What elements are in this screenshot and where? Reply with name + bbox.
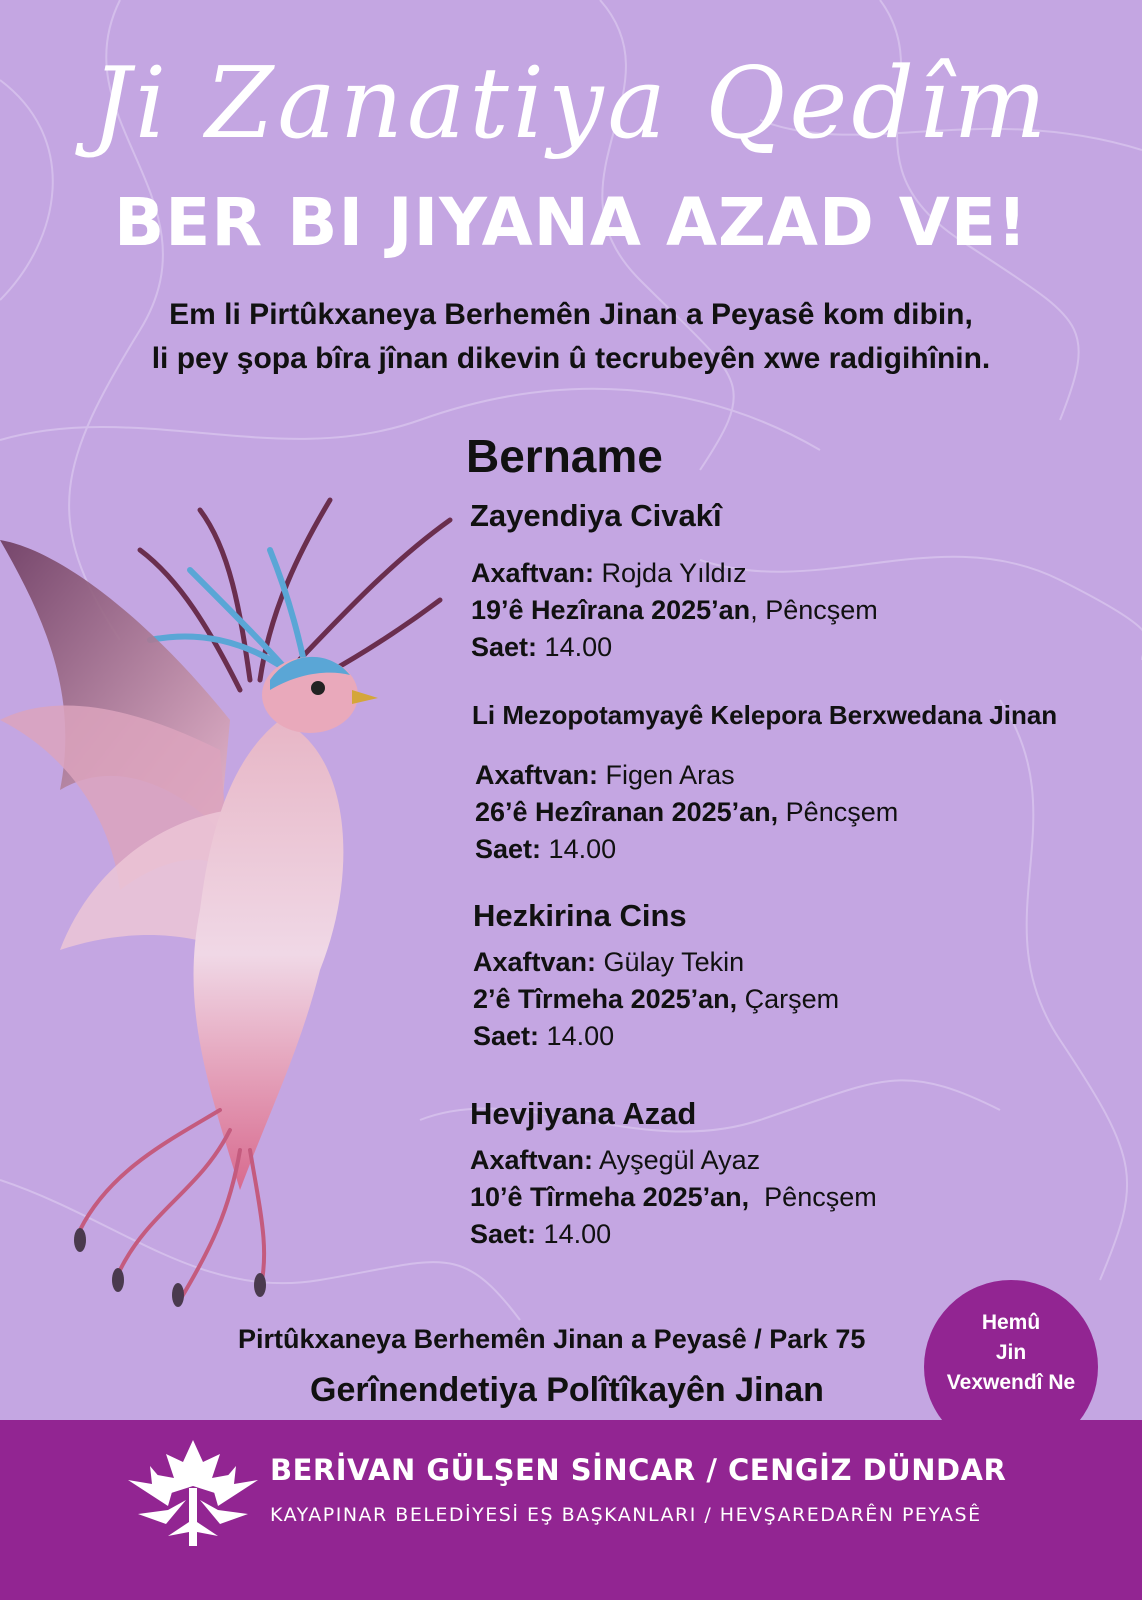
event-title: Zayendiya Civakî xyxy=(470,498,722,533)
date-value: 2’ê Tîrmeha 2025’an, xyxy=(473,984,738,1014)
day-value: , Pêncşem xyxy=(750,595,878,625)
time-value: 14.00 xyxy=(548,834,617,864)
speaker-label: Axaftvan: xyxy=(470,1145,594,1175)
event-date xyxy=(470,1184,877,1211)
event-title: Hevjiyana Azad xyxy=(470,1096,697,1131)
time-value: 14.00 xyxy=(543,1219,612,1249)
speaker-name: Ayşegül Ayaz xyxy=(599,1145,761,1175)
department-text: Gerînendetiya Polîtîkayên Jinan xyxy=(310,1371,824,1409)
time-label: Saet: xyxy=(475,834,542,864)
badge-line-3: Vexwendî Ne xyxy=(946,1371,1076,1394)
footer-bar xyxy=(0,1420,1142,1600)
intro-line-1: Em li Pirtûkxaneya Berhemên Jinan a Peyasê kom dibin, xyxy=(169,298,973,331)
speaker-label: Axaftvan: xyxy=(471,558,595,588)
event-speaker xyxy=(470,1147,760,1174)
footer-subtitle: KAYAPINAR BELEDİYESİ EŞ BAŞKANLARI / HEVŞAREDARÊN PEYASÊ xyxy=(270,1504,982,1526)
time-value: 14.00 xyxy=(544,632,613,662)
event-date xyxy=(471,597,878,624)
speaker-label: Axaftvan: xyxy=(473,947,597,977)
event-speaker xyxy=(471,560,747,587)
speaker-name: Figen Aras xyxy=(605,760,735,790)
event-time xyxy=(470,1221,611,1248)
time-label: Saet: xyxy=(471,632,538,662)
date-value: 10’ê Tîrmeha 2025’an, xyxy=(470,1182,750,1212)
event-date xyxy=(473,986,839,1013)
venue-text: Pirtûkxaneya Berhemên Jinan a Peyasê / Park 75 xyxy=(238,1324,866,1354)
time-value: 14.00 xyxy=(546,1021,615,1051)
snowflake-leaf-logo-icon xyxy=(128,1440,258,1550)
main-title: BER BI JIYANA AZAD VE! xyxy=(113,184,1029,261)
date-value: 19’ê Hezîrana 2025’an xyxy=(471,595,751,625)
speaker-label: Axaftvan: xyxy=(475,760,599,790)
time-label: Saet: xyxy=(470,1219,537,1249)
event-date xyxy=(475,799,898,826)
badge-line-2: Jin xyxy=(995,1341,1027,1364)
date-value: 26’ê Hezîranan 2025’an, xyxy=(475,797,779,827)
speaker-name: Rojda Yıldız xyxy=(601,558,747,588)
phoenix-bird-illustration xyxy=(0,490,460,1310)
event-time xyxy=(471,634,612,661)
script-title: Ji Zanatiya Qedîm xyxy=(91,47,1051,161)
day-value: Pêncşem xyxy=(778,797,899,827)
time-label: Saet: xyxy=(473,1021,540,1051)
program-heading: Bername xyxy=(466,430,663,482)
badge-line-1: Hemû xyxy=(981,1311,1041,1334)
event-title: Li Mezopotamyayê Kelepora Berxwedana Jinan xyxy=(472,700,1058,730)
event-title: Hezkirina Cins xyxy=(473,898,687,933)
speaker-name: Gülay Tekin xyxy=(603,947,745,977)
footer-names: BERİVAN GÜLŞEN SİNCAR / CENGİZ DÜNDAR xyxy=(270,1453,1007,1487)
event-time xyxy=(475,836,616,863)
day-value: Çarşem xyxy=(737,984,840,1014)
event-speaker xyxy=(473,949,744,976)
event-time xyxy=(473,1023,614,1050)
day-value: Pêncşem xyxy=(749,1182,877,1212)
event-speaker xyxy=(475,762,735,789)
intro-line-2: li pey şopa bîra jînan dikevin û tecrubeyên xwe radigihînin. xyxy=(151,342,991,375)
